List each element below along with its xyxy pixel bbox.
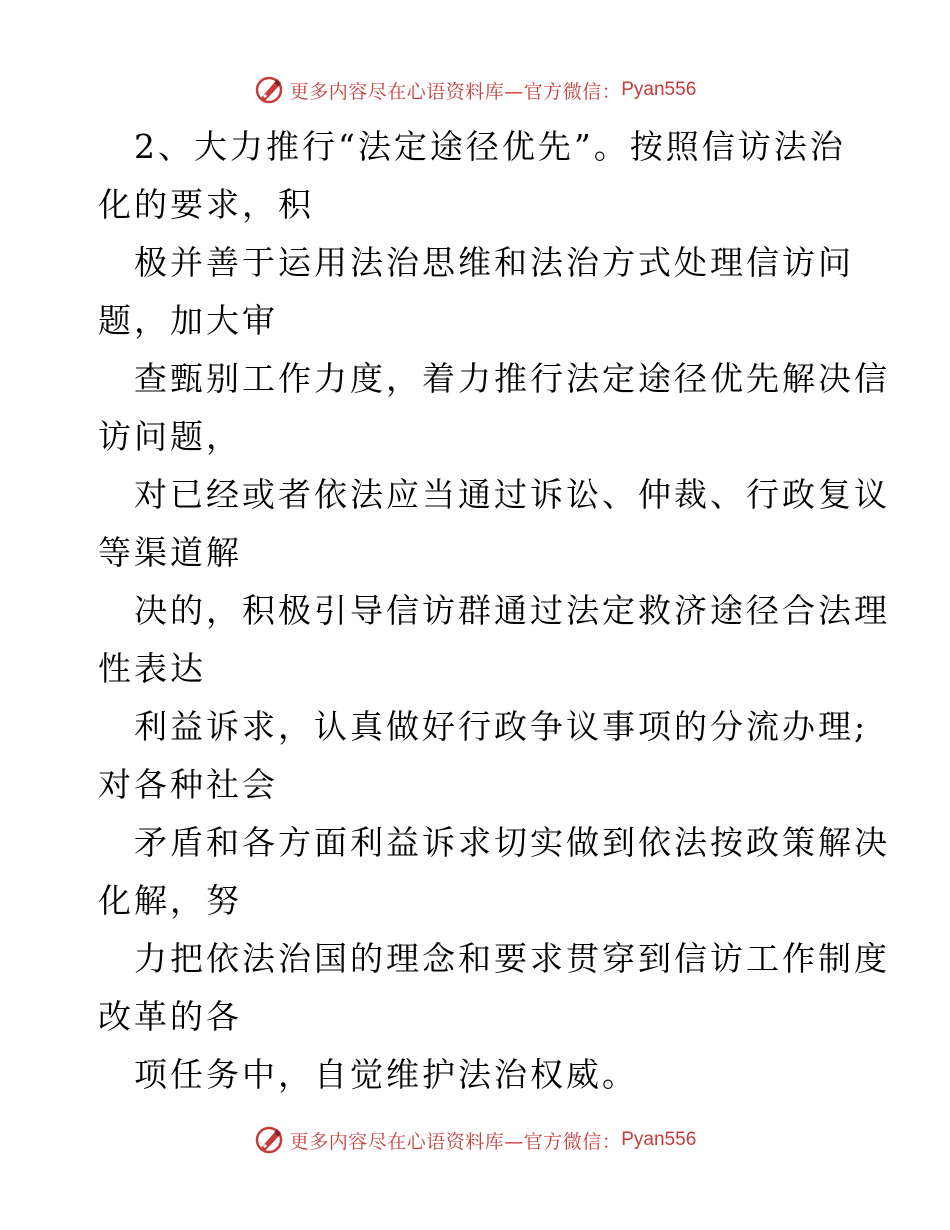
paragraph-line: 化解，努 xyxy=(98,881,242,920)
watermark-banner-top xyxy=(0,70,950,110)
paragraph-line: 对各种社会 xyxy=(98,765,278,804)
paragraph-line: 矛盾和各方面利益诉求切实做到依法按政策解决 xyxy=(134,823,890,862)
paragraph-line: 2、大力推行“法定途径优先”。按照信访法治 xyxy=(134,127,846,166)
paragraph-line: 等渠道解 xyxy=(98,533,242,572)
paragraph-line: 极并善于运用法治思维和法治方式处理信访问 xyxy=(134,243,854,282)
paragraph-line: 决的，积极引导信访群通过法定救济途径合法理 xyxy=(134,591,890,630)
paragraph-line: 力把依法治国的理念和要求贯穿到信访工作制度 xyxy=(134,939,890,978)
document-body xyxy=(98,118,890,1104)
paragraph-line: 项任务中，自觉维护法治权威。 xyxy=(134,1055,638,1094)
paragraph-line: 化的要求，积 xyxy=(98,185,314,224)
paragraph-line: 利益诉求，认真做好行政争议事项的分流办理; xyxy=(134,707,869,746)
paragraph-line: 性表达 xyxy=(98,649,206,688)
watermark-banner-bottom xyxy=(0,1120,950,1160)
pen-logo-icon xyxy=(254,1125,284,1155)
paragraph-line: 查甄别工作力度，着力推行法定途径优先解决信 xyxy=(134,359,890,398)
watermark-text: 更多内容尽在心语资料库—官方微信： xyxy=(289,80,622,103)
watermark-text: 更多内容尽在心语资料库—官方微信： xyxy=(289,1130,622,1153)
paragraph-line: 对已经或者依法应当通过诉讼、仲裁、行政复议 xyxy=(134,475,890,514)
paragraph-line: 题，加大审 xyxy=(98,301,278,340)
watermark-wechat-id: Pyan556 xyxy=(621,79,697,100)
paragraph-line: 访问题， xyxy=(98,417,242,456)
watermark-wechat-id: Pyan556 xyxy=(621,1129,697,1150)
pen-logo-icon xyxy=(254,75,284,105)
paragraph-line: 改革的各 xyxy=(98,997,242,1036)
